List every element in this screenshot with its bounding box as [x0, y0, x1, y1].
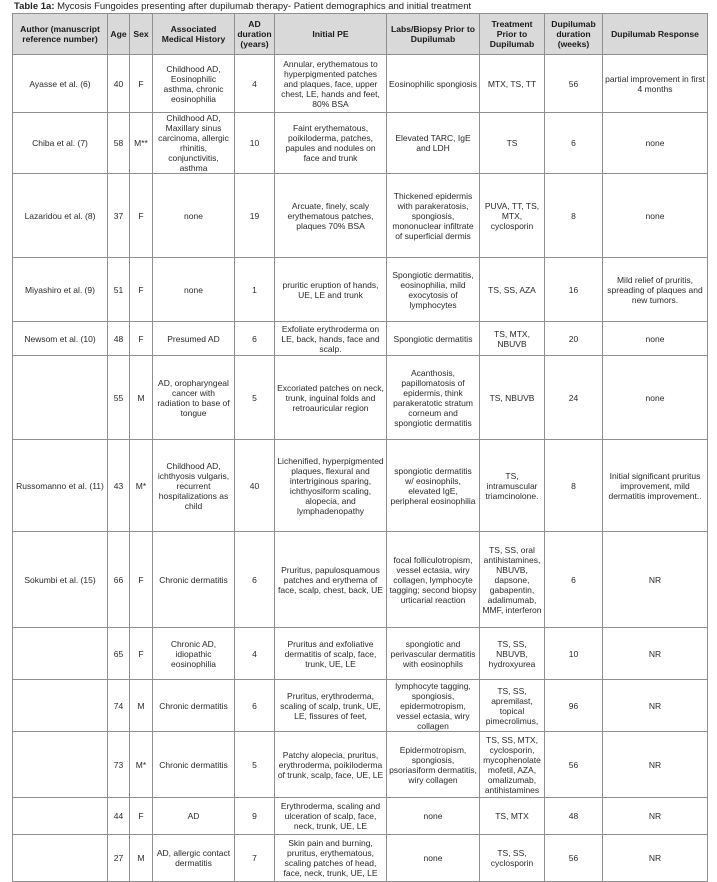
cell-author	[13, 732, 108, 798]
cell-age: 65	[108, 628, 130, 680]
cell-treatment: TS, NBUVB	[480, 356, 545, 440]
cell-dupilumab-duration: 20	[545, 322, 603, 356]
col-header-sex: Sex	[130, 14, 153, 55]
cell-ad-duration: 40	[235, 440, 275, 532]
caption-text: Mycosis Fungoides presenting after dupilumab therapy- Patient demographics and initial treatment	[54, 1, 472, 12]
cell-dupilumab-duration: 6	[545, 113, 603, 174]
cell-history: none	[153, 258, 235, 322]
cell-author	[13, 798, 108, 835]
cell-history: AD, allergic contact dermatitis	[153, 835, 235, 882]
cell-labs: Eosinophilic spongiosis	[387, 55, 480, 113]
cell-initial-pe: Faint erythematous, poikiloderma, patches, papules and nodules on face and trunk	[275, 113, 387, 174]
cell-dupilumab-duration: 8	[545, 440, 603, 532]
cell-dupilumab-duration: 96	[545, 680, 603, 732]
cell-dupilumab-duration: 24	[545, 356, 603, 440]
cell-labs: spongiotic and perivascular dermatitis with eosinophils	[387, 628, 480, 680]
cell-initial-pe: Lichenified, hyperpigmented plaques, flexural and intertriginous sparing, ichthyosiform scaling, alopecia, and lymphadenopathy	[275, 440, 387, 532]
cell-response: NR	[603, 628, 708, 680]
cell-history: Chronic dermatitis	[153, 732, 235, 798]
cell-dupilumab-duration: 6	[545, 532, 603, 628]
cell-treatment: TS, SS, oral antihistamines, NBUVB, dapsone, gabapentin, adalimumab, MMF, interferon	[480, 532, 545, 628]
cell-treatment: TS, MTX	[480, 798, 545, 835]
cell-sex: M	[130, 680, 153, 732]
cell-author: Ayasse et al. (6)	[13, 55, 108, 113]
cell-sex: F	[130, 174, 153, 258]
cell-initial-pe: Pruritus and exfoliative dermatitis of scalp, face, trunk, UE, LE	[275, 628, 387, 680]
cell-labs: Spongiotic dermatitis	[387, 322, 480, 356]
table-row	[13, 628, 708, 680]
cell-history: Childhood AD, Maxillary sinus carcinoma, allergic rhinitis, conjunctivitis, asthma	[153, 113, 235, 174]
cell-response: partial improvement in first 4 months	[603, 55, 708, 113]
table-body	[13, 55, 708, 882]
cell-response: NR	[603, 532, 708, 628]
cell-age: 27	[108, 835, 130, 882]
cell-history: Childhood AD, Eosinophilic asthma, chronic eosinophilia	[153, 55, 235, 113]
cell-sex: F	[130, 322, 153, 356]
table-caption	[14, 1, 471, 12]
cell-sex: F	[130, 532, 153, 628]
table-row	[13, 732, 708, 798]
cell-initial-pe: Arcuate, finely, scaly erythematous patches, plaques 70% BSA	[275, 174, 387, 258]
cell-sex: F	[130, 798, 153, 835]
col-header-initial-pe: Initial PE	[275, 14, 387, 55]
cell-author	[13, 628, 108, 680]
cell-history: AD, oropharyngeal cancer with radiation to base of tongue	[153, 356, 235, 440]
cell-treatment: PUVA, TT, TS, MTX, cyclosporin	[480, 174, 545, 258]
cell-age: 48	[108, 322, 130, 356]
cell-author: Chiba et al. (7)	[13, 113, 108, 174]
cell-dupilumab-duration: 48	[545, 798, 603, 835]
cell-sex: M	[130, 356, 153, 440]
table-row	[13, 680, 708, 732]
cell-history: Chronic AD, idiopathic eosinophilia	[153, 628, 235, 680]
cell-ad-duration: 7	[235, 835, 275, 882]
cell-initial-pe: Excoriated patches on neck, trunk, inguinal folds and retroauricular region	[275, 356, 387, 440]
cell-response: none	[603, 174, 708, 258]
table-row	[13, 174, 708, 258]
cell-dupilumab-duration: 56	[545, 55, 603, 113]
cell-age: 37	[108, 174, 130, 258]
cell-author: Sokumbi et al. (15)	[13, 532, 108, 628]
cell-treatment: TS, intramuscular triamcinolone.	[480, 440, 545, 532]
cell-age: 74	[108, 680, 130, 732]
cell-dupilumab-duration: 10	[545, 628, 603, 680]
cell-treatment: TS, SS, cyclosporin	[480, 835, 545, 882]
col-header-author: Author (manuscript reference number)	[13, 14, 108, 55]
table-row	[13, 55, 708, 113]
cell-history: none	[153, 174, 235, 258]
col-header-age: Age	[108, 14, 130, 55]
cell-labs: Epidermotropism, spongiosis, psoriasiform dermatitis, wiry collagen	[387, 732, 480, 798]
cell-treatment: TS, SS, NBUVB, hydroxyurea	[480, 628, 545, 680]
cell-initial-pe: Annular, erythematous to hyperpigmented patches and plaques, face, upper chest, LE, hands and feet, 80% BSA	[275, 55, 387, 113]
cell-ad-duration: 10	[235, 113, 275, 174]
cell-ad-duration: 1	[235, 258, 275, 322]
cell-ad-duration: 6	[235, 322, 275, 356]
cell-author	[13, 835, 108, 882]
col-header-dupilumab-duration: Dupilumab duration (weeks)	[545, 14, 603, 55]
cell-labs: none	[387, 798, 480, 835]
cell-treatment: TS	[480, 113, 545, 174]
cell-initial-pe: Erythroderma, scaling and ulceration of scalp, face, neck, trunk, UE, LE	[275, 798, 387, 835]
cell-response: NR	[603, 798, 708, 835]
cell-age: 66	[108, 532, 130, 628]
col-header-response: Dupilumab Response	[603, 14, 708, 55]
cell-sex: F	[130, 258, 153, 322]
cell-response: Mild relief of pruritis, spreading of plaques and new tumors.	[603, 258, 708, 322]
cell-age: 40	[108, 55, 130, 113]
cell-age: 73	[108, 732, 130, 798]
cell-history: Chronic dermatitis	[153, 680, 235, 732]
table-row	[13, 835, 708, 882]
cell-initial-pe: Patchy alopecia, pruritus, erythroderma, poikiloderma of trunk, scalp, face, UE, LE	[275, 732, 387, 798]
table-row	[13, 356, 708, 440]
cell-sex: M*	[130, 732, 153, 798]
col-header-treatment: Treatment Prior to Dupilumab	[480, 14, 545, 55]
cell-age: 55	[108, 356, 130, 440]
cell-initial-pe: Skin pain and burning, pruritus, erythematous, scaling patches of head, face, neck, trunk, UE, LE	[275, 835, 387, 882]
cell-treatment: TS, MTX, NBUVB	[480, 322, 545, 356]
cell-initial-pe: pruritic eruption of hands, UE, LE and trunk	[275, 258, 387, 322]
cell-author	[13, 680, 108, 732]
cell-ad-duration: 4	[235, 628, 275, 680]
cell-sex: M*	[130, 440, 153, 532]
cell-treatment: TS, SS, AZA	[480, 258, 545, 322]
table-row	[13, 440, 708, 532]
cell-age: 43	[108, 440, 130, 532]
cell-sex: M**	[130, 113, 153, 174]
cell-response: none	[603, 322, 708, 356]
col-header-labs: Labs/Biopsy Prior to Dupilumab	[387, 14, 480, 55]
table-row	[13, 258, 708, 322]
cell-history: Chronic dermatitis	[153, 532, 235, 628]
cell-author: Russomanno et al. (11)	[13, 440, 108, 532]
cell-initial-pe: Pruritus, papulosquamous patches and erythema of face, scalp, chest, back, UE	[275, 532, 387, 628]
cell-labs: Acanthosis, papillomatosis of epidermis, think parakeratotic stratum corneum and spongiotic dermatitis	[387, 356, 480, 440]
cell-sex: F	[130, 55, 153, 113]
table-row	[13, 322, 708, 356]
cell-labs: Elevated TARC, IgE and LDH	[387, 113, 480, 174]
cell-labs: lymphocyte tagging, spongiosis, epidermotropism, vessel ectasia, wiry collagen	[387, 680, 480, 732]
cell-history: Childhood AD, ichthyosis vulgaris, recurrent hospitalizations as child	[153, 440, 235, 532]
cell-response: NR	[603, 732, 708, 798]
cell-author: Miyashiro et al. (9)	[13, 258, 108, 322]
cell-labs: focal folliculotropism, vessel ectasia, wiry collagen, lymphocyte tagging; second biopsy urticarial reaction	[387, 532, 480, 628]
cell-ad-duration: 6	[235, 532, 275, 628]
cell-labs: Spongiotic dermatitis, eosinophilia, mild exocytosis of lymphocytes	[387, 258, 480, 322]
cell-dupilumab-duration: 16	[545, 258, 603, 322]
cell-age: 51	[108, 258, 130, 322]
cell-treatment: TS, SS, apremilast, topical pimecrolimus,	[480, 680, 545, 732]
cell-initial-pe: Exfoliate erythroderma on LE, back, hands, face and scalp.	[275, 322, 387, 356]
cell-ad-duration: 5	[235, 732, 275, 798]
col-header-ad-duration: AD duration (years)	[235, 14, 275, 55]
cell-treatment: TS, SS, MTX, cyclosporin, mycophenolate mofetil, AZA, omalizumab, antihistamines	[480, 732, 545, 798]
table-row	[13, 798, 708, 835]
cell-treatment: MTX, TS, TT	[480, 55, 545, 113]
cell-dupilumab-duration: 56	[545, 835, 603, 882]
cell-response: none	[603, 356, 708, 440]
cell-labs: none	[387, 835, 480, 882]
table-header	[13, 14, 708, 55]
cell-dupilumab-duration: 56	[545, 732, 603, 798]
cell-initial-pe: Pruritus, erythroderma, scaling of scalp, trunk, UE, LE, fissures of feet,	[275, 680, 387, 732]
cell-response: none	[603, 113, 708, 174]
cell-dupilumab-duration: 8	[545, 174, 603, 258]
cell-ad-duration: 4	[235, 55, 275, 113]
cell-author: Newsom et al. (10)	[13, 322, 108, 356]
cell-history: Presumed AD	[153, 322, 235, 356]
cell-ad-duration: 19	[235, 174, 275, 258]
cell-history: AD	[153, 798, 235, 835]
cell-ad-duration: 5	[235, 356, 275, 440]
caption-label: Table 1a:	[14, 1, 55, 12]
cell-response: NR	[603, 680, 708, 732]
patient-table	[12, 13, 708, 882]
cell-sex: M	[130, 835, 153, 882]
cell-labs: Thickened epidermis with parakeratosis, spongiosis, mononuclear infiltrate of superficial dermis	[387, 174, 480, 258]
table-row	[13, 113, 708, 174]
cell-ad-duration: 6	[235, 680, 275, 732]
cell-ad-duration: 9	[235, 798, 275, 835]
cell-response: NR	[603, 835, 708, 882]
cell-sex: F	[130, 628, 153, 680]
cell-response: Initial significant pruritus improvement, mild dermatitis improvement..	[603, 440, 708, 532]
table-row	[13, 532, 708, 628]
cell-author: Lazaridou et al. (8)	[13, 174, 108, 258]
cell-author	[13, 356, 108, 440]
cell-age: 44	[108, 798, 130, 835]
cell-labs: spongiotic dermatitis w/ eosinophils, elevated IgE, peripheral eosinophilia	[387, 440, 480, 532]
col-header-history: Associated Medical History	[153, 14, 235, 55]
cell-age: 58	[108, 113, 130, 174]
